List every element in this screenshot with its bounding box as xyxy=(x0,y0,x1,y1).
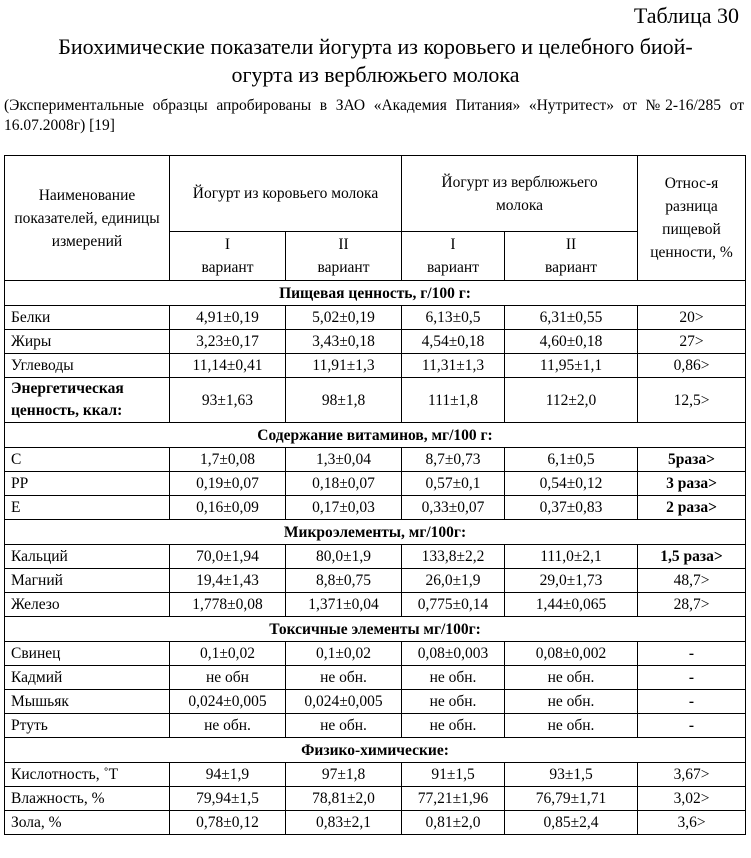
row-name: Влажность, % xyxy=(5,787,170,811)
header-camel-yogurt: Йогурт из верблюжьего молока xyxy=(402,156,638,232)
document-subtitle: (Экспериментальные образцы апробированы в ЗАО «Академия Питания» «Нутритест» от №2-16/285 от 16.07.2008г) [19] xyxy=(4,97,744,134)
table-row xyxy=(5,763,746,787)
row-name: Углеводы xyxy=(5,354,170,378)
section-row xyxy=(5,617,746,642)
cell: 8,7±0,73 xyxy=(402,448,505,472)
cell: 3,43±0,18 xyxy=(286,330,402,354)
variant-3-word: вариант xyxy=(427,259,480,277)
cell: 0,08±0,003 xyxy=(402,642,505,666)
header-variant-2 xyxy=(286,232,402,281)
cell: 0,1±0,02 xyxy=(170,642,286,666)
cell: 0,19±0,07 xyxy=(170,472,286,496)
cell: 0,83±2,1 xyxy=(286,811,402,835)
cell: 0,17±0,03 xyxy=(286,496,402,520)
cell: 0,08±0,002 xyxy=(505,642,638,666)
cell-diff: 20> xyxy=(638,306,746,330)
table-row xyxy=(5,330,746,354)
header-diff-col: Относ-я разница пищевой ценности, % xyxy=(638,156,746,281)
section-micro: Микроэлементы, мг/100г: xyxy=(5,520,746,545)
cell: 5,02±0,19 xyxy=(286,306,402,330)
cell: 11,14±0,41 xyxy=(170,354,286,378)
data-table xyxy=(4,155,746,835)
cell: не обн. xyxy=(505,690,638,714)
variant-2-num: II xyxy=(338,236,349,254)
variant-3-num: I xyxy=(450,236,456,254)
cell: 91±1,5 xyxy=(402,763,505,787)
row-name: Магний xyxy=(5,569,170,593)
header-variant-1 xyxy=(170,232,286,281)
title-line-1: Биохимические показатели йогурта из коровьего и целебного биой- xyxy=(58,34,693,59)
cell-diff: 0,86> xyxy=(638,354,746,378)
table-row xyxy=(5,642,746,666)
table-number: Таблица 30 xyxy=(633,3,739,28)
section-nutrition: Пищевая ценность, г/100 г: xyxy=(5,281,746,306)
row-name: Зола, % xyxy=(5,811,170,835)
cell: 70,0±1,94 xyxy=(170,545,286,569)
cell: 3,23±0,17 xyxy=(170,330,286,354)
row-name: Мышьяк xyxy=(5,690,170,714)
row-name: Белки xyxy=(5,306,170,330)
cell: не обн. xyxy=(286,666,402,690)
cell: 78,81±2,0 xyxy=(286,787,402,811)
table-row xyxy=(5,545,746,569)
header-cow-yogurt: Йогурт из коровьего молока xyxy=(170,156,402,232)
cell: 93±1,5 xyxy=(505,763,638,787)
row-name: Е xyxy=(5,496,170,520)
cell: 0,18±0,07 xyxy=(286,472,402,496)
table-row xyxy=(5,448,746,472)
cell: 0,024±0,005 xyxy=(286,690,402,714)
header-row xyxy=(5,156,746,232)
cell: 76,79±1,71 xyxy=(505,787,638,811)
row-name: Ртуть xyxy=(5,714,170,738)
cell: 1,44±0,065 xyxy=(505,593,638,617)
cell: не обн xyxy=(170,666,286,690)
cell: 1,3±0,04 xyxy=(286,448,402,472)
cell: 112±2,0 xyxy=(505,378,638,423)
cell-diff: 2 раза> xyxy=(638,496,746,520)
cell: не обн. xyxy=(170,714,286,738)
cell-diff: 3,02> xyxy=(638,787,746,811)
cell: 77,21±1,96 xyxy=(402,787,505,811)
variant-1-word: вариант xyxy=(201,259,254,277)
table-row xyxy=(5,811,746,835)
table-row xyxy=(5,666,746,690)
row-name: Кислотность, ˚Т xyxy=(5,763,170,787)
cell: 4,91±0,19 xyxy=(170,306,286,330)
cell-diff: - xyxy=(638,642,746,666)
cell: 80,0±1,9 xyxy=(286,545,402,569)
cell-diff: 27> xyxy=(638,330,746,354)
section-toxic: Токсичные элементы мг/100г: xyxy=(5,617,746,642)
row-name: РР xyxy=(5,472,170,496)
cell: 97±1,8 xyxy=(286,763,402,787)
table-row xyxy=(5,378,746,423)
cell: 0,78±0,12 xyxy=(170,811,286,835)
section-physchem: Физико-химические: xyxy=(5,738,746,763)
cell: 19,4±1,43 xyxy=(170,569,286,593)
cell-diff: - xyxy=(638,666,746,690)
cell-diff: 3 раза> xyxy=(638,472,746,496)
cell: 94±1,9 xyxy=(170,763,286,787)
cell: 133,8±2,2 xyxy=(402,545,505,569)
row-name: Кальций xyxy=(5,545,170,569)
cell: не обн. xyxy=(402,714,505,738)
cell: 11,95±1,1 xyxy=(505,354,638,378)
cell-diff: 28,7> xyxy=(638,593,746,617)
row-name: С xyxy=(5,448,170,472)
row-name: Энергетическая ценность, ккал: xyxy=(5,378,170,423)
cell: 0,33±0,07 xyxy=(402,496,505,520)
variant-1-num: I xyxy=(224,236,231,254)
cell: 1,778±0,08 xyxy=(170,593,286,617)
cell: 1,371±0,04 xyxy=(286,593,402,617)
cell: 6,31±0,55 xyxy=(505,306,638,330)
table-row xyxy=(5,569,746,593)
cell: 0,775±0,14 xyxy=(402,593,505,617)
cell-diff: 1,5 раза> xyxy=(638,545,746,569)
variant-4-num: II xyxy=(565,236,577,254)
cell: не обн. xyxy=(402,666,505,690)
cell: не обн. xyxy=(505,714,638,738)
header-variant-4 xyxy=(505,232,638,281)
header-variant-3 xyxy=(402,232,505,281)
cell: 11,91±1,3 xyxy=(286,354,402,378)
cell: 0,37±0,83 xyxy=(505,496,638,520)
cell: 111,0±2,1 xyxy=(505,545,638,569)
cell: 0,57±0,1 xyxy=(402,472,505,496)
table-row xyxy=(5,787,746,811)
cell: 0,024±0,005 xyxy=(170,690,286,714)
cell: 93±1,63 xyxy=(170,378,286,423)
table-row xyxy=(5,496,746,520)
cell: 11,31±1,3 xyxy=(402,354,505,378)
section-row xyxy=(5,738,746,763)
cell: 0,16±0,09 xyxy=(170,496,286,520)
cell: 79,94±1,5 xyxy=(170,787,286,811)
cell: 26,0±1,9 xyxy=(402,569,505,593)
cell: не обн. xyxy=(505,666,638,690)
table-row xyxy=(5,306,746,330)
cell: 0,85±2,4 xyxy=(505,811,638,835)
cell-diff: 3,67> xyxy=(638,763,746,787)
row-name: Кадмий xyxy=(5,666,170,690)
cell: 111±1,8 xyxy=(402,378,505,423)
cell: не обн. xyxy=(286,714,402,738)
cell: 6,1±0,5 xyxy=(505,448,638,472)
cell: 4,60±0,18 xyxy=(505,330,638,354)
section-row xyxy=(5,423,746,448)
cell: 8,8±0,75 xyxy=(286,569,402,593)
title-line-2: огурта из верблюжьего молока xyxy=(231,62,520,87)
cell: 29,0±1,73 xyxy=(505,569,638,593)
row-name: Свинец xyxy=(5,642,170,666)
cell-diff: 3,6> xyxy=(638,811,746,835)
cell: 6,13±0,5 xyxy=(402,306,505,330)
cell: 0,54±0,12 xyxy=(505,472,638,496)
cell-diff: - xyxy=(638,690,746,714)
cell: 0,81±2,0 xyxy=(402,811,505,835)
section-row xyxy=(5,520,746,545)
document-title xyxy=(6,33,745,89)
variant-2-word: вариант xyxy=(317,259,370,277)
cell: 4,54±0,18 xyxy=(402,330,505,354)
table-row xyxy=(5,690,746,714)
cell: 1,7±0,08 xyxy=(170,448,286,472)
section-vitamins: Содержание витаминов, мг/100 г: xyxy=(5,423,746,448)
cell-diff: 5раза> xyxy=(638,448,746,472)
cell: 98±1,8 xyxy=(286,378,402,423)
cell: 0,1±0,02 xyxy=(286,642,402,666)
cell: не обн. xyxy=(402,690,505,714)
row-name: Железо xyxy=(5,593,170,617)
table-row xyxy=(5,593,746,617)
cell-diff: - xyxy=(638,714,746,738)
table-row xyxy=(5,472,746,496)
variant-4-word: вариант xyxy=(545,259,598,277)
table-row xyxy=(5,714,746,738)
section-row xyxy=(5,281,746,306)
row-name: Жиры xyxy=(5,330,170,354)
header-name-col: Наименование показателей, единицы измерений xyxy=(5,156,170,281)
cell-diff: 12,5> xyxy=(638,378,746,423)
cell-diff: 48,7> xyxy=(638,569,746,593)
table-row xyxy=(5,354,746,378)
